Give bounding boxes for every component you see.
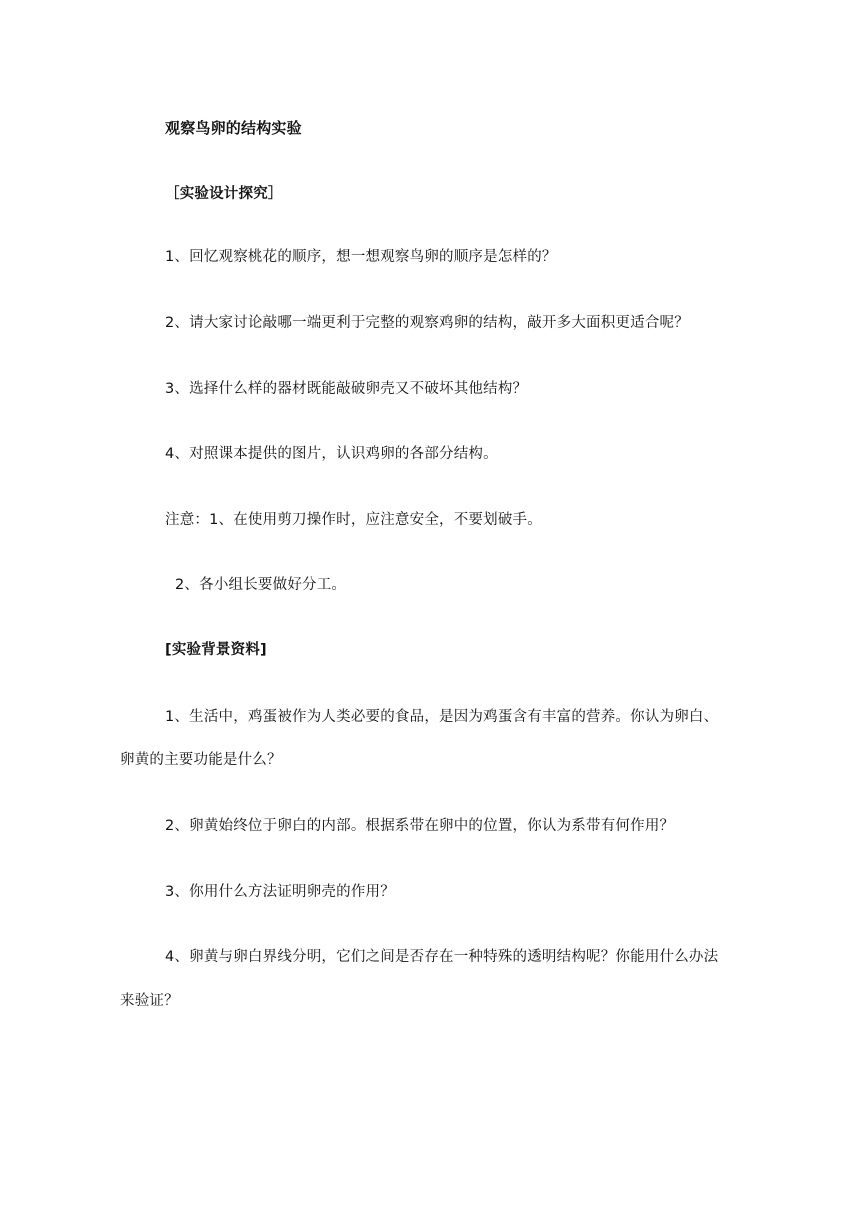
- section-heading-design: ［实验设计探究］: [165, 186, 283, 202]
- background-question-4-line-1: 4、卵黄与卵白界线分明，它们之间是否存在一种特殊的透明结构呢？你能用什么办法: [165, 949, 719, 965]
- document-title: 观察鸟卵的结构实验: [165, 119, 302, 137]
- section-heading-background: [实验背景资料]: [165, 642, 267, 658]
- design-question-2: 2、请大家讨论敲哪一端更利于完整的观察鸡卵的结构，敲开多大面积更适合呢？: [165, 315, 689, 331]
- design-question-3: 3、选择什么样的器材既能敲破卵壳又不破坏其他结构？: [165, 381, 528, 397]
- safety-note-1: 注意：1、在使用剪刀操作时，应注意安全，不要划破手。: [165, 512, 542, 528]
- background-question-3: 3、你用什么方法证明卵壳的作用？: [165, 884, 395, 900]
- design-question-1: 1、回忆观察桃花的顺序，想一想观察鸟卵的顺序是怎样的？: [165, 249, 557, 265]
- safety-note-2: 2、各小组长要做好分工。: [175, 577, 347, 593]
- background-question-2: 2、卵黄始终位于卵白的内部。根据系带在卵中的位置，你认为系带有何作用？: [165, 818, 675, 834]
- background-question-1-line-1: 1、生活中，鸡蛋被作为人类必要的食品，是因为鸡蛋含有丰富的营养。你认为卵白、: [165, 709, 719, 725]
- background-question-4-line-2: 来验证？: [120, 993, 179, 1009]
- background-question-1-line-2: 卵黄的主要功能是什么？: [120, 752, 282, 768]
- design-question-4: 4、对照课本提供的图片，认识鸡卵的各部分结构。: [165, 446, 498, 462]
